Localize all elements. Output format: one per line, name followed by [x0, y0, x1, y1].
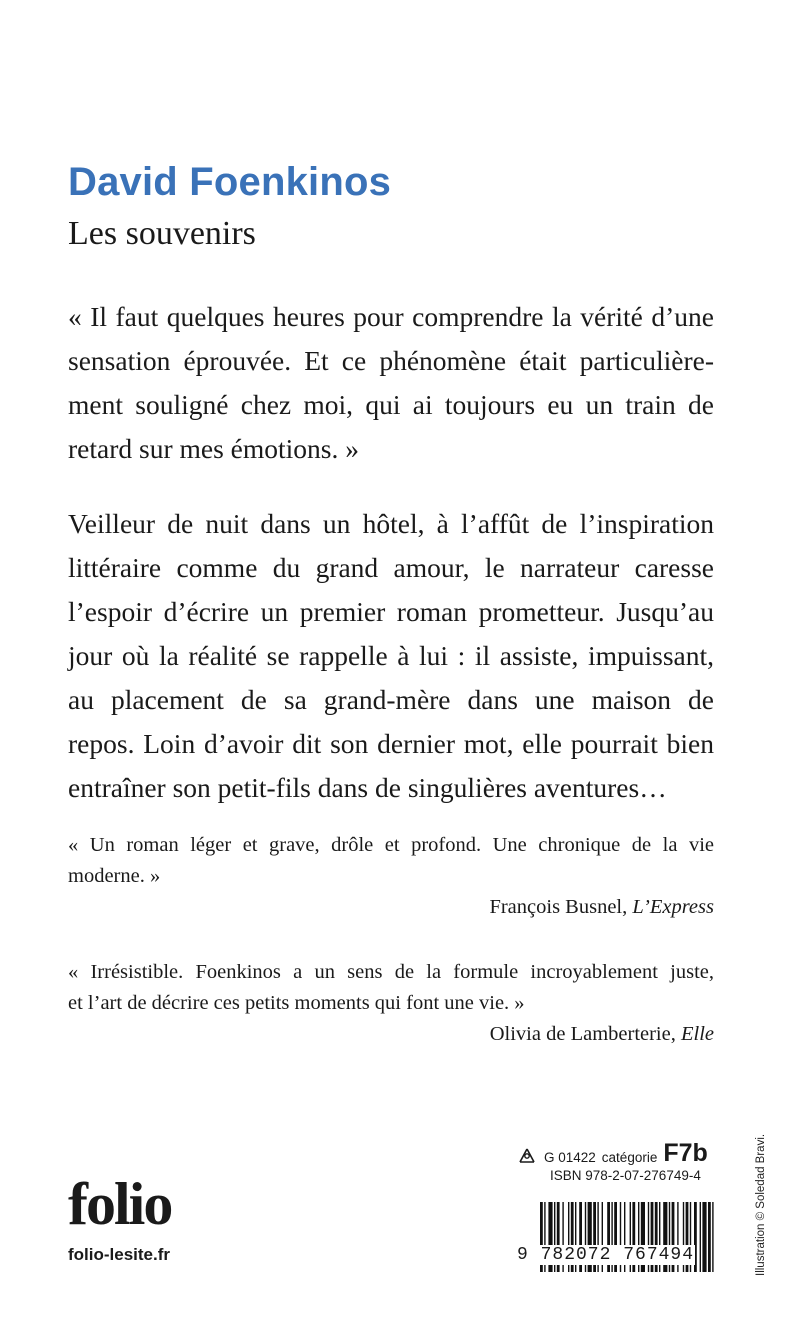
- review-line: « Un roman léger et grave, drôle et profond. Une chronique de la vie: [68, 834, 714, 856]
- summary-line: l’espoir d’écrire un premier roman prometteur. Jusqu’au: [68, 596, 714, 627]
- summary-line: repos. Loin d’avoir dit son dernier mot, elle pourrait bien: [68, 728, 714, 759]
- recycle-leaf-icon: [516, 1147, 538, 1165]
- summary-line: entraîner son petit-fils dans de singulières aventures…: [68, 772, 667, 803]
- review-author: François Busnel,: [489, 896, 633, 918]
- barcode-number: [516, 1245, 721, 1265]
- summary-line: au placement de sa grand-mère dans une maison de: [68, 684, 714, 715]
- category-label: catégorie: [601, 1150, 658, 1165]
- review-outlet: Elle: [680, 1023, 714, 1045]
- author-name: David Foenkinos: [68, 160, 392, 204]
- illustration-credit: Illustration © Soledad Bravi.: [755, 1133, 767, 1276]
- review-line: moderne. »: [68, 865, 161, 887]
- summary-line: littéraire comme du grand amour, le narrateur caresse: [68, 552, 714, 583]
- summary-line: Veilleur de nuit dans un hôtel, à l’affût de l’inspiration: [68, 508, 714, 539]
- review-line: « Irrésistible. Foenkinos a un sens de la formule incroyablement juste,: [68, 961, 714, 983]
- review-express: [68, 830, 714, 923]
- review-outlet: L’Express: [632, 896, 714, 918]
- review-source: [68, 892, 714, 923]
- opening-quote-line: retard sur mes émotions. »: [68, 433, 359, 464]
- summary: [68, 502, 714, 810]
- opening-quote: [68, 295, 714, 471]
- review-source: [68, 1019, 714, 1050]
- review-elle: [68, 957, 714, 1050]
- summary-line: jour où la réalité se rappelle à lui : il assiste, impuissant,: [68, 640, 714, 671]
- barcode-digits: 9 782072 767494: [517, 1245, 695, 1265]
- folio-logo: folio: [68, 1171, 172, 1237]
- codes-block: [516, 1137, 716, 1183]
- opening-quote-line: « Il faut quelques heures pour comprendre la vérité d’une: [68, 301, 714, 332]
- review-line: et l’art de décrire ces petits moments qui font une vie. »: [68, 992, 525, 1014]
- category-code: F7b: [663, 1139, 708, 1167]
- isbn: ISBN 978-2-07-276749-4: [550, 1168, 701, 1183]
- book-title: Les souvenirs: [68, 215, 256, 252]
- opening-quote-line: ment souligné chez moi, qui ai toujours eu un train de: [68, 389, 714, 420]
- catalog-code: G 01422: [544, 1150, 596, 1165]
- category-row: [516, 1137, 716, 1165]
- review-author: Olivia de Lamberterie,: [489, 1023, 681, 1045]
- website-link[interactable]: folio-lesite.fr: [68, 1245, 171, 1264]
- opening-quote-line: sensation éprouvée. Et ce phénomène était particulière-: [68, 345, 714, 376]
